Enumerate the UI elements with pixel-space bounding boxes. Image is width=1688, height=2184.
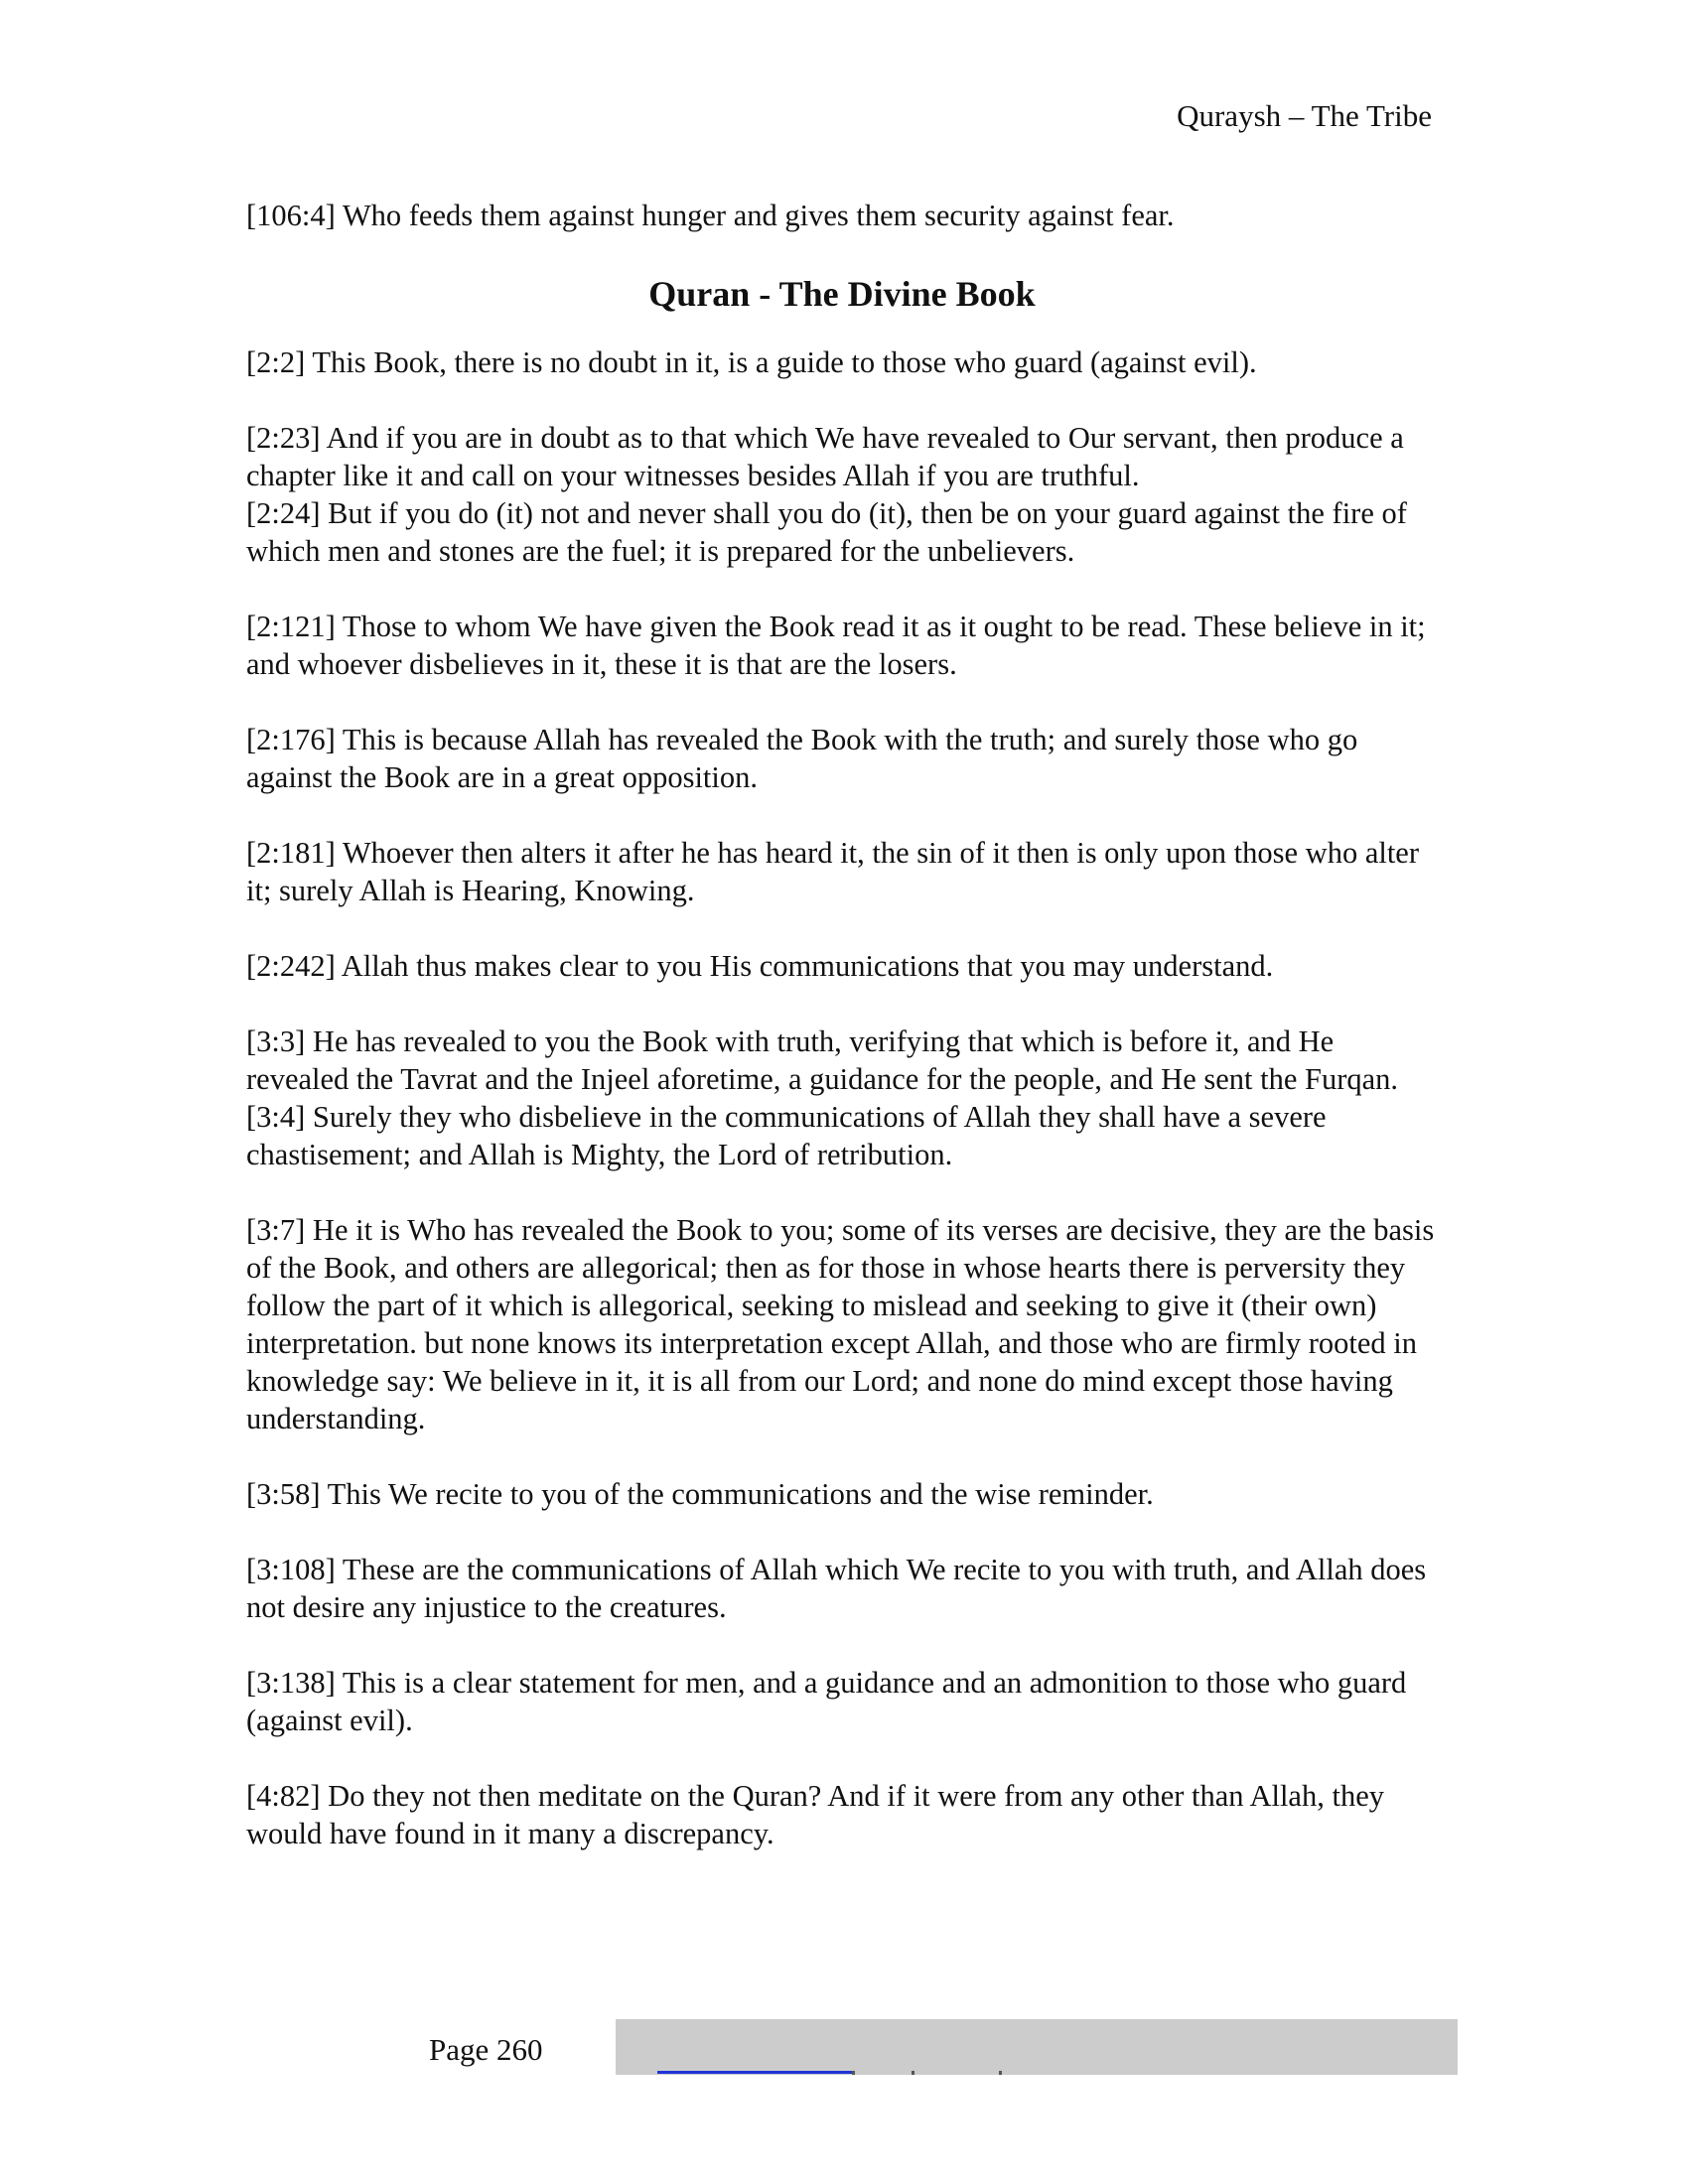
verse-group [246,419,1438,570]
verse-text: [106:4] Who feeds them against hunger and gives them security against fear. [246,199,1175,232]
verse-text: [2:23] And if you are in doubt as to that which We have revealed to Our servant, then produce a chapter like it and call on your witnesses besides Allah if you are truthful. [246,421,1404,492]
verse-text: [2:176] This is because Allah has revealed the Book with the truth; and surely those who go against the Book are in a great opposition. [246,723,1358,794]
section-title: Quran - The Divine Book [648,274,1036,314]
verse-text: [3:3] He has revealed to you the Book with truth, verifying that which is before it, and He revealed the Tavrat and the Injeel aforetime, a guidance for the people, and He sent the Furqan. [246,1024,1399,1096]
running-header: Quraysh – The Tribe [1177,98,1432,133]
footer-link-underline[interactable] [657,2071,852,2074]
verse-text: [2:242] Allah thus makes clear to you His communications that you may understand. [246,949,1274,983]
verse-text: [2:24] But if you do (it) not and never shall you do (it), then be on your guard against the fire of which men and stones are the fuel; it is prepared for the unbelievers. [246,496,1407,568]
verse-group [246,721,1438,796]
verse-text: [3:138] This is a clear statement for men, and a guidance and an admonition to those who guard (against evil). [246,1666,1407,1737]
intro-verse-block [246,197,1438,234]
verse-group [246,1023,1438,1173]
page-content [246,197,1438,1890]
verse-group [246,1551,1438,1626]
verse-text: [3:108] These are the communications of Allah which We recite to you with truth, and Allah does not desire any injustice to the creatures. [246,1553,1427,1624]
verse-text: [2:121] Those to whom We have given the Book read it as it ought to be read. These believe in it; and whoever disbelieves in it, these it is that are the losers. [246,610,1426,681]
verse-text: [4:82] Do they not then meditate on the Quran? And if it were from any other than Allah, they would have found in it many a discrepancy. [246,1779,1384,1850]
verse-text: [2:181] Whoever then alters it after he has heard it, the sin of it then is only upon those who alter it; surely Allah is Hearing, Knowing. [246,836,1419,907]
footer-bar [616,2019,1458,2075]
verse-group [246,1777,1438,1852]
verse-group [246,834,1438,909]
verse-group [246,947,1438,985]
verse-group [246,608,1438,683]
verse-text: [3:58] This We recite to you of the communications and the wise reminder. [246,1477,1154,1511]
verse-group [246,1475,1438,1513]
verse-group [246,1664,1438,1739]
page-number: Page 260 [429,2032,543,2067]
verse-text: [3:7] He it is Who has revealed the Book to you; some of its verses are decisive, they are the basis of the Book, and others are allegorical; then as for those in whose hearts there is perversity they follow the part of it which is allegorical, seeking to mislead and seeking to give it (their own) interpretation. but none knows its interpretation except Allah, and those who are firmly rooted in knowledge say: We believe in it, it is all from our Lord; and none do mind except those having understanding. [246,1213,1435,1435]
verse-text: [3:4] Surely they who disbelieve in the communications of Allah they shall have a severe chastisement; and Allah is Mighty, the Lord of retribution. [246,1100,1327,1171]
footer-mark [852,2071,855,2075]
verse-group [246,1211,1438,1437]
footer-mark [999,2071,1002,2075]
footer-mark [912,2071,914,2075]
page-footer [0,2019,1688,2081]
verse-group [246,343,1438,381]
verse-text: [2:2] This Book, there is no doubt in it, is a guide to those who guard (against evil). [246,345,1257,379]
